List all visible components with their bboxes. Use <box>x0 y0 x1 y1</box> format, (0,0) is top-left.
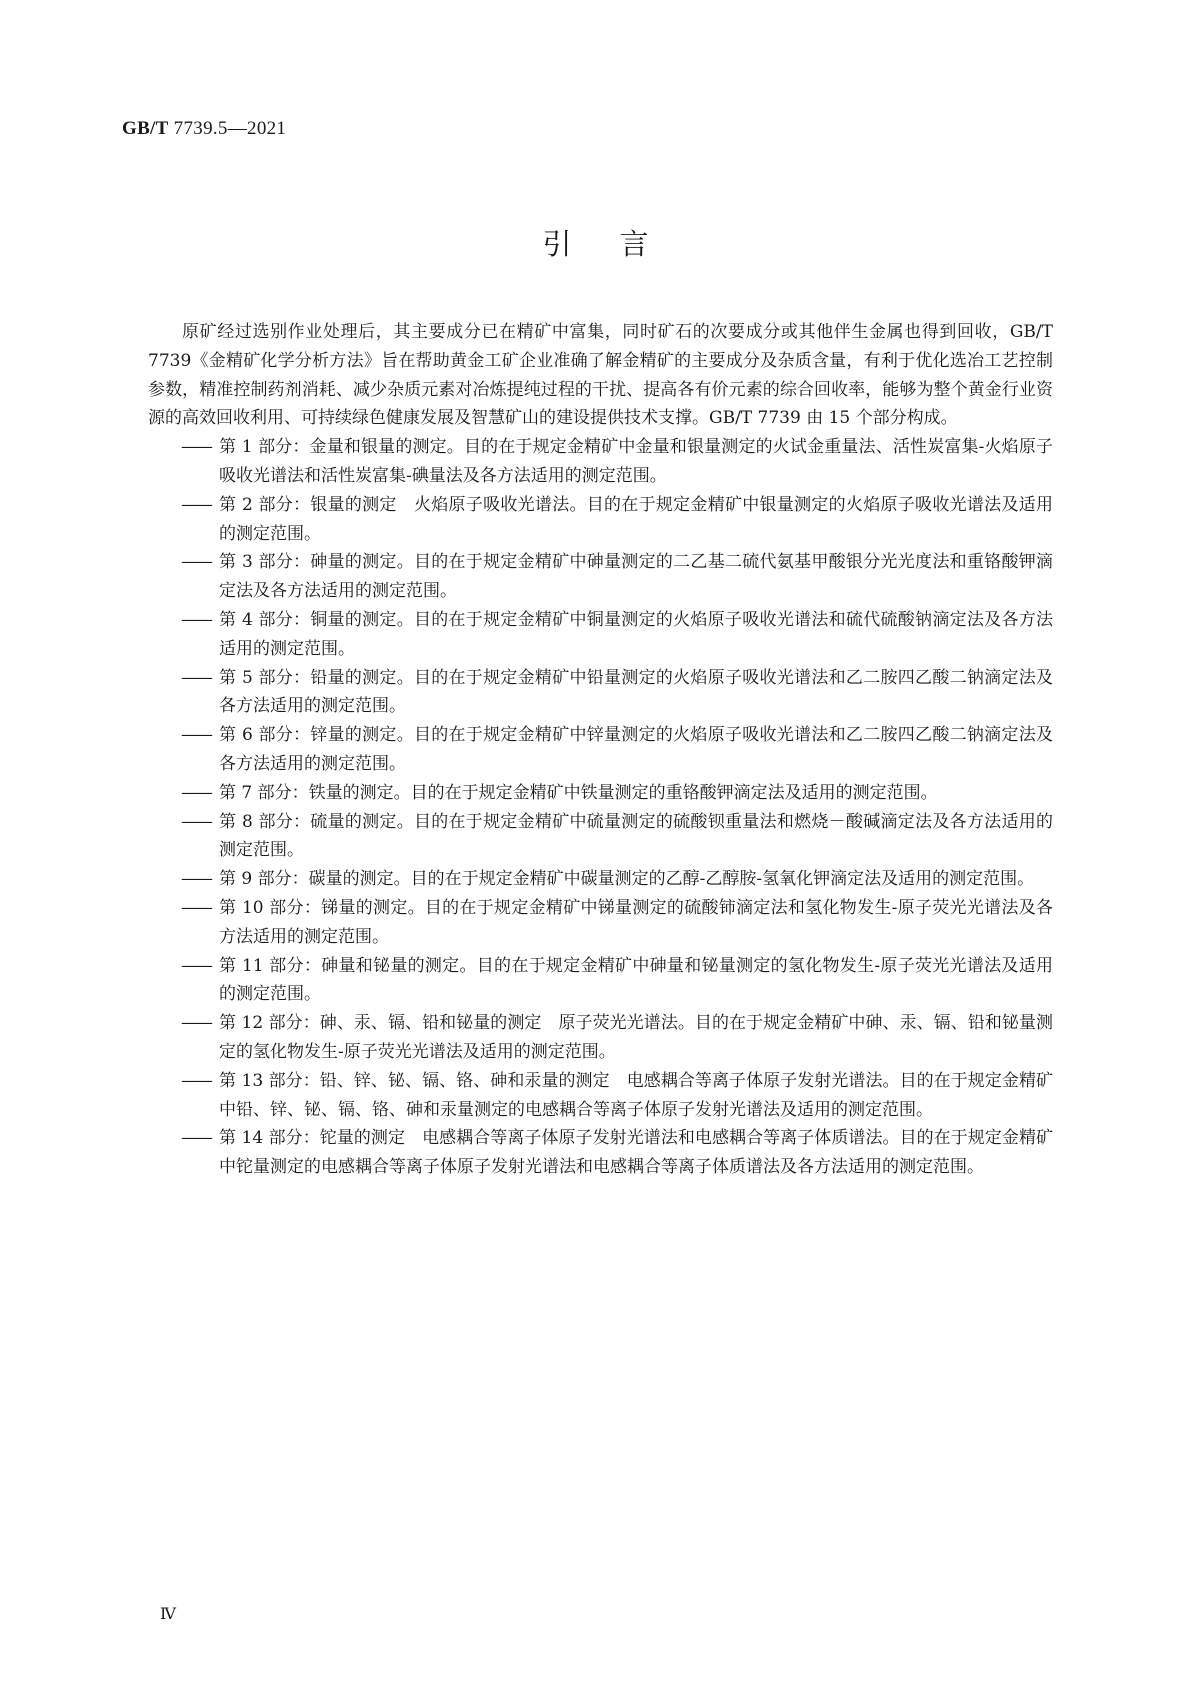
list-item <box>148 664 1053 722</box>
intro-paragraph: 原矿经过选别作业处理后，其主要成分已在精矿中富集，同时矿石的次要成分或其他伴生金属也得到回收，GB/T 7739《金精矿化学分析方法》旨在帮助黄金工矿企业准确了解金精矿的主要成分及杂质含量，有利于优化选冶工艺控制参数，精准控制药剂消耗、减少杂质元素对冶炼提纯过程的干扰、提高各有价元素的综合回收率，能够为整个黄金行业资源的高效回收利用、可持续绿色健康发展及智慧矿山的建设提供技术支撑。GB/T 7739 由 15 个部分构成。 <box>148 322 1053 429</box>
standard-number <box>122 118 286 140</box>
list-dash: —— <box>181 437 211 458</box>
list-item <box>148 433 1053 491</box>
list-item-text: 第 4 部分：铜量的测定。目的在于规定金精矿中铜量测定的火焰原子吸收光谱法和硫代硫酸钠滴定法及各方法适用的测定范围。 <box>219 609 1053 659</box>
list-item <box>148 491 1053 549</box>
list-dash: —— <box>181 897 211 918</box>
list-item <box>148 721 1053 779</box>
standard-code: 7739.5—2021 <box>173 118 287 139</box>
list-item-text: 第 1 部分：金量和银量的测定。目的在于规定金精矿中金量和银量测定的火试金重量法、活性炭富集-火焰原子吸收光谱法和活性炭富集-碘量法及各方法适用的测定范围。 <box>219 437 1053 486</box>
list-item <box>148 894 1053 952</box>
standard-prefix: GB/T <box>122 118 169 139</box>
list-dash: —— <box>181 1070 211 1091</box>
list-item <box>148 1124 1053 1182</box>
list-dash: —— <box>181 725 211 746</box>
list-item <box>148 952 1053 1010</box>
list-dash: —— <box>181 609 211 630</box>
page-number: Ⅳ <box>160 1606 176 1623</box>
list-item-text: 第 8 部分：硫量的测定。目的在于规定金精矿中硫量测定的硫酸钡重量法和燃烧－酸碱滴定法及各方法适用的测定范围。 <box>219 811 1053 861</box>
list-item-text: 第 13 部分：铅、锌、铋、镉、铬、砷和汞量的测定 电感耦合等离子体原子发射光谱法。目的在于规定金精矿中铅、锌、铋、镉、铬、砷和汞量测定的电感耦合等离子体原子发射光谱法及适用的测定范围。 <box>219 1070 1053 1120</box>
list-item <box>148 779 1053 808</box>
list-dash: —— <box>181 811 211 832</box>
list-item-text: 第 11 部分：砷量和铋量的测定。目的在于规定金精矿中砷量和铋量测定的氢化物发生-原子荧光光谱法及适用的测定范围。 <box>219 955 1053 1005</box>
list-dash: —— <box>181 869 211 890</box>
list-item <box>148 1067 1053 1125</box>
parts-list <box>148 433 1053 1182</box>
list-item <box>148 865 1053 894</box>
list-item <box>148 1009 1053 1067</box>
list-item <box>148 548 1053 606</box>
list-item <box>148 606 1053 664</box>
page-title: 引言 <box>542 227 697 261</box>
list-dash: —— <box>181 955 211 976</box>
list-item-text: 第 10 部分：锑量的测定。目的在于规定金精矿中锑量测定的硫酸铈滴定法和氢化物发生-原子荧光光谱法及各方法适用的测定范围。 <box>219 897 1053 947</box>
list-dash: —— <box>181 1128 211 1149</box>
document-body <box>148 318 1053 1182</box>
list-item-text: 第 6 部分：锌量的测定。目的在于规定金精矿中锌量测定的火焰原子吸收光谱法和乙二胺四乙酸二钠滴定法及各方法适用的测定范围。 <box>219 725 1053 774</box>
list-dash: —— <box>181 667 211 688</box>
list-dash: —— <box>181 1013 211 1034</box>
list-item-text: 第 2 部分：银量的测定 火焰原子吸收光谱法。目的在于规定金精矿中银量测定的火焰原子吸收光谱法及适用的测定范围。 <box>219 494 1053 544</box>
list-item-text: 第 12 部分：砷、汞、镉、铅和铋量的测定 原子荧光光谱法。目的在于规定金精矿中砷、汞、镉、铅和铋量测定的氢化物发生-原子荧光光谱法及适用的测定范围。 <box>219 1013 1053 1062</box>
list-item-text: 第 7 部分：铁量的测定。目的在于规定金精矿中铁量测定的重铬酸钾滴定法及适用的测定范围。 <box>219 782 938 803</box>
list-dash: —— <box>181 782 211 803</box>
list-item-text: 第 5 部分：铅量的测定。目的在于规定金精矿中铅量测定的火焰原子吸收光谱法和乙二胺四乙酸二钠滴定法及各方法适用的测定范围。 <box>219 667 1053 717</box>
list-item-text: 第 3 部分：砷量的测定。目的在于规定金精矿中砷量测定的二乙基二硫代氨基甲酸银分光光度法和重铬酸钾滴定法及各方法适用的测定范围。 <box>219 552 1053 602</box>
list-dash: —— <box>181 494 211 515</box>
list-item-text: 第 9 部分：碳量的测定。目的在于规定金精矿中碳量测定的乙醇-乙醇胺-氢氧化钾滴定法及适用的测定范围。 <box>219 869 1035 890</box>
list-item-text: 第 14 部分：铊量的测定 电感耦合等离子体原子发射光谱法和电感耦合等离子体质谱法。目的在于规定金精矿中铊量测定的电感耦合等离子体原子发射光谱法和电感耦合等离子体质谱法及各方法适用的测定范围。 <box>219 1128 1053 1178</box>
list-item <box>148 808 1053 866</box>
list-dash: —— <box>181 552 211 573</box>
